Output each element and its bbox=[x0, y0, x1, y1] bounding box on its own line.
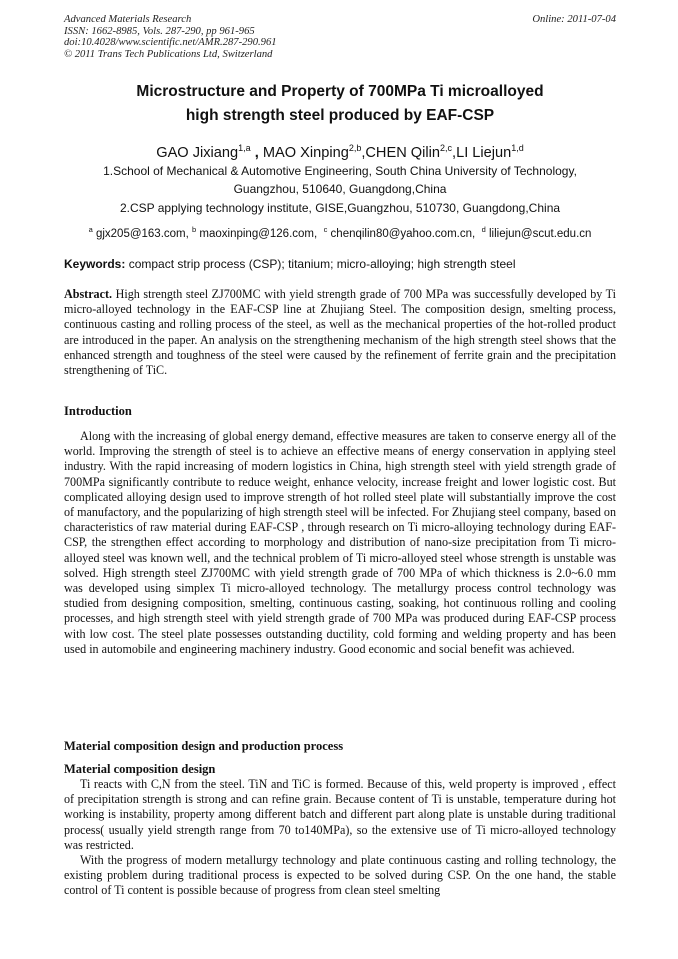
abstract-label: Abstract. bbox=[64, 287, 113, 301]
author-1: GAO Jixiang bbox=[156, 145, 239, 161]
email-a-marker: a bbox=[88, 225, 93, 234]
title-line-2: high strength steel produced by EAF-CSP bbox=[185, 107, 495, 124]
abstract bbox=[64, 287, 616, 378]
email-b[interactable]: maoxinping@126.com, bbox=[199, 228, 318, 240]
author-2-affil: 2,b bbox=[348, 143, 362, 153]
material-paragraph-2: With the progress of modern metallurgy technology and plate continuous casting and rolling technology, the existing problem during traditional process is expected to be solved during CSP. On the one hand, the stable control of Ti content is possible because of progress from clean steel smelting bbox=[64, 853, 616, 898]
author-4-affil: 1,d bbox=[511, 143, 524, 153]
author-3: CHEN Qilin bbox=[365, 145, 440, 161]
abstract-text: High strength steel ZJ700MC with yield strength grade of 700 MPa was successfully developed by Ti micro-alloyed technology in the EAF-CSP line at Zhujiang Steel. The composition design, smelting process, continuous casting and rolling process of the steel, as well as the mechanical properties of the hot-rolled product are introduced in the paper. An analysis on the strengthening mechanism of the high strength steel shows that the enhanced strength and toughness of the steel were caused by the refinement of ferrite grain and the precipitation strengthening of TiC. bbox=[64, 287, 616, 378]
email-c-marker: c bbox=[323, 225, 328, 234]
keywords bbox=[64, 256, 616, 273]
journal-header bbox=[64, 14, 616, 60]
subsection-heading-composition-design: Material composition design bbox=[64, 762, 216, 776]
email-d[interactable]: liliejun@scut.edu.cn bbox=[488, 228, 592, 240]
affiliation-1-line-2: Guangzhou, 510640, Guangdong,China bbox=[233, 181, 447, 196]
section-heading-introduction: Introduction bbox=[64, 404, 132, 418]
material-paragraph-1: Ti reacts with C,N from the steel. TiN and TiC is formed. Because of this, weld property is improved , effect of precipitation strength is strong and can refine grain. Because content of Ti is unstable, temperature during hot working is instability, property among different batch and different part along plate is unstable during traditional process( usually yield strength range from 70 to140MPa), so the extensive use of Ti micro-alloyed technology was restricted. bbox=[64, 777, 616, 852]
affiliation-1-line-1: 1.School of Mechanical & Automotive Engineering, South China University of Technology, bbox=[103, 164, 577, 178]
affiliation-2: 2.CSP applying technology institute, GISE,Guangzhou, 510730, Guangdong,China bbox=[119, 201, 561, 215]
author-separator: , bbox=[361, 145, 366, 161]
email-c[interactable]: chenqilin80@yahoo.com.cn, bbox=[330, 228, 476, 240]
section-heading-material-composition: Material composition design and production process bbox=[64, 739, 344, 753]
author-3-affil: 2,c bbox=[440, 143, 453, 153]
introduction-paragraph: Along with the increasing of global energy demand, effective measures are taken to conserve energy all of the world. Improving the strength of steel is to achieve an effective means of energy conservation in applying steel industry. With the rapid increasing of modern logistics in China, high strength steel with yield strength grade of 700MPa significantly contribute to reduce weight, enhance velocity, increase freight and lower logistic cost. But complicated alloying design used to improve strength of hot rolled steel plate will substantially improve the cost of manufactory, and the popularizing of high strength steel will be infected. For Zhujiang steel company, based on characteristics of raw material during EAF-CSP , through research on Ti micro-alloying technology during EAF-CSP, the strengthen effect according to morphology and distribution of nano-size precipitation from Ti micro-alloyed steel was known well, and the technical problem of Ti micro-alloyed steel whose strength is unstable was solved. High strength steel ZJ700MC with yield strength grade of 700 MPa of which thickness is 2.0~6.0 mm was developed using simplex Ti micro-alloyed technology. The metallurgy process control technology was studied from designing composition, smelting, continuous casting, soaking, hot continuous rolling and cooling processes, and high strength steel with yield strength grade of 700 MPa was produced during EAF-CSP process with low cost. The steel plate possesses outstanding ductility, cold forming and welding property and has been used in automobile and engineering machinery industry. Good economic and social benefit was achieved. bbox=[64, 429, 616, 656]
paper-title bbox=[64, 80, 616, 128]
author-4: LI Liejun bbox=[456, 145, 512, 161]
author-separator: , bbox=[452, 145, 457, 161]
online-date: Online: 2011-07-04 bbox=[532, 14, 616, 25]
copyright-line: © 2011 Trans Tech Publications Ltd, Switzerland bbox=[64, 48, 273, 60]
doi-line: doi:10.4028/www.scientific.net/AMR.287-290.961 bbox=[64, 37, 277, 49]
affiliation-1 bbox=[64, 163, 616, 198]
author-separator: , bbox=[250, 145, 263, 161]
material-composition-body bbox=[64, 777, 616, 899]
title-line-1: Microstructure and Property of 700MPa Ti microalloyed bbox=[136, 83, 544, 100]
journal-name: Advanced Materials Research bbox=[64, 14, 192, 25]
introduction-body bbox=[64, 429, 616, 657]
keywords-text: compact strip process (CSP); titanium; micro-alloying; high strength steel bbox=[125, 257, 516, 271]
author-emails bbox=[64, 222, 616, 242]
author-list bbox=[64, 138, 616, 163]
email-a[interactable]: gjx205@163.com, bbox=[95, 228, 189, 240]
author-1-affil: 1,a bbox=[238, 143, 251, 153]
keywords-label: Keywords: bbox=[64, 257, 126, 271]
author-2: MAO Xinping bbox=[262, 145, 349, 161]
email-b-marker: b bbox=[192, 225, 197, 234]
email-d-marker: d bbox=[481, 225, 486, 234]
issn-line: ISSN: 1662-8985, Vols. 287-290, pp 961-965 bbox=[64, 25, 255, 37]
